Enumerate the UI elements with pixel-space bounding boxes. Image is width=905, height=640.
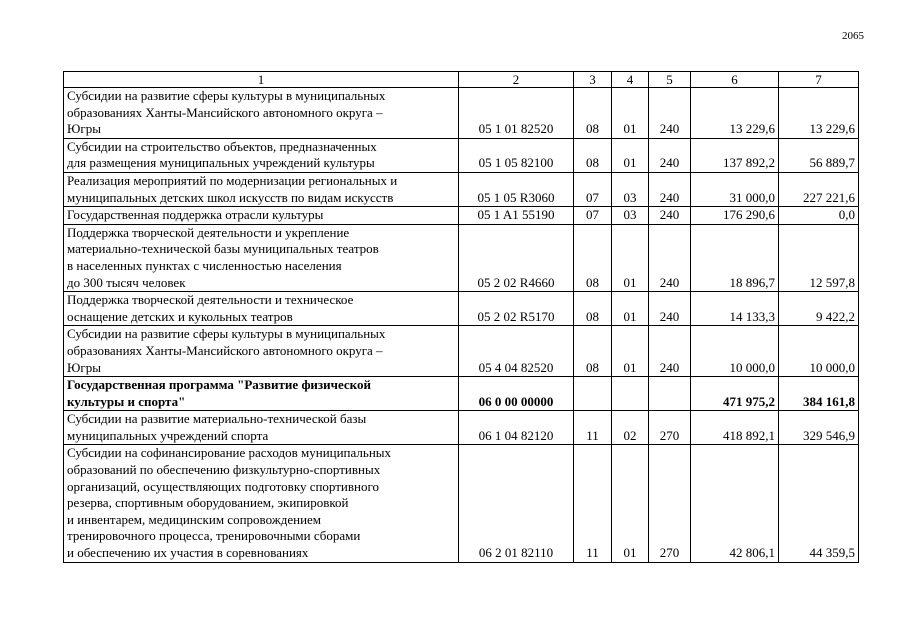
header-cell: 2 — [459, 72, 574, 88]
table-row — [64, 172, 859, 206]
row-sum-2-cell: 44 359,5 — [779, 445, 859, 562]
header-cell: 1 — [64, 72, 459, 88]
row-code-cell: 06 1 04 82120 — [459, 411, 574, 445]
table-row — [64, 377, 859, 411]
row-sum-2-cell: 227 221,6 — [779, 172, 859, 206]
row-name-cell: Государственная поддержка отрасли культуры — [64, 207, 459, 225]
row-expense-type-cell: 240 — [649, 172, 691, 206]
row-subsection-cell: 01 — [612, 326, 649, 377]
row-name-cell: Поддержка творческой деятельности и укрепление материально-технической базы муниципальных театров в населенных пунктах с численностью населения до 300 тысяч человек — [64, 224, 459, 291]
row-sum-2-cell: 10 000,0 — [779, 326, 859, 377]
row-name-cell: Поддержка творческой деятельности и техническое оснащение детских и кукольных театров — [64, 292, 459, 326]
header-cell: 6 — [691, 72, 779, 88]
row-sum-2-cell: 329 546,9 — [779, 411, 859, 445]
header-cell: 3 — [574, 72, 612, 88]
table-row — [64, 445, 859, 562]
row-code-cell: 06 0 00 00000 — [459, 377, 574, 411]
row-subsection-cell: 01 — [612, 224, 649, 291]
table-row — [64, 88, 859, 139]
row-section-cell: 11 — [574, 411, 612, 445]
page-number: 2065 — [842, 30, 864, 42]
row-code-cell: 05 2 02 R5170 — [459, 292, 574, 326]
row-expense-type-cell: 240 — [649, 224, 691, 291]
row-sum-1-cell: 13 229,6 — [691, 88, 779, 139]
row-expense-type-cell: 270 — [649, 411, 691, 445]
row-name-cell: Субсидии на развитие сферы культуры в муниципальных образованиях Ханты-Мансийского автономного округа – Югры — [64, 326, 459, 377]
row-section-cell: 08 — [574, 224, 612, 291]
row-subsection-cell: 01 — [612, 445, 649, 562]
row-sum-1-cell: 18 896,7 — [691, 224, 779, 291]
row-name-cell: Субсидии на софинансирование расходов муниципальных образований по обеспечению физкультурно-спортивных организаций, осуществляющих подготовку спортивного резерва, спортивным оборудованием, экипировкой и инвентарем, медицинским сопровождением тренировочного процесса, тренировочными сборами и обеспечению их участия в соревнованиях — [64, 445, 459, 562]
row-sum-2-cell: 384 161,8 — [779, 377, 859, 411]
row-sum-1-cell: 471 975,2 — [691, 377, 779, 411]
budget-table — [63, 71, 859, 563]
row-code-cell: 05 4 04 82520 — [459, 326, 574, 377]
row-sum-1-cell: 137 892,2 — [691, 138, 779, 172]
row-section-cell: 11 — [574, 445, 612, 562]
row-section-cell: 08 — [574, 88, 612, 139]
row-subsection-cell: 03 — [612, 207, 649, 225]
row-sum-2-cell: 9 422,2 — [779, 292, 859, 326]
row-code-cell: 05 1 05 R3060 — [459, 172, 574, 206]
row-code-cell: 05 2 02 R4660 — [459, 224, 574, 291]
row-subsection-cell — [612, 377, 649, 411]
table-row — [64, 411, 859, 445]
row-expense-type-cell: 240 — [649, 207, 691, 225]
row-section-cell: 08 — [574, 292, 612, 326]
row-code-cell: 05 1 05 82100 — [459, 138, 574, 172]
row-sum-1-cell: 10 000,0 — [691, 326, 779, 377]
row-sum-2-cell: 13 229,6 — [779, 88, 859, 139]
row-subsection-cell: 02 — [612, 411, 649, 445]
row-subsection-cell: 01 — [612, 88, 649, 139]
row-sum-1-cell: 14 133,3 — [691, 292, 779, 326]
row-section-cell: 07 — [574, 172, 612, 206]
row-name-cell: Субсидии на строительство объектов, предназначенных для размещения муниципальных учреждений культуры — [64, 138, 459, 172]
table-row — [64, 138, 859, 172]
table-row — [64, 207, 859, 225]
row-expense-type-cell: 240 — [649, 138, 691, 172]
row-section-cell: 08 — [574, 138, 612, 172]
row-name-cell: Субсидии на развитие сферы культуры в муниципальных образованиях Ханты-Мансийского автономного округа – Югры — [64, 88, 459, 139]
header-cell: 7 — [779, 72, 859, 88]
row-sum-2-cell: 0,0 — [779, 207, 859, 225]
row-section-cell: 08 — [574, 326, 612, 377]
header-cell: 4 — [612, 72, 649, 88]
row-expense-type-cell — [649, 377, 691, 411]
row-expense-type-cell: 240 — [649, 292, 691, 326]
table-row — [64, 326, 859, 377]
row-subsection-cell: 01 — [612, 292, 649, 326]
header-cell: 5 — [649, 72, 691, 88]
row-sum-2-cell: 56 889,7 — [779, 138, 859, 172]
row-code-cell: 05 1 A1 55190 — [459, 207, 574, 225]
row-name-cell: Субсидии на развитие материально-технической базы муниципальных учреждений спорта — [64, 411, 459, 445]
row-name-cell: Реализация мероприятий по модернизации региональных и муниципальных детских школ искусств по видам искусств — [64, 172, 459, 206]
row-section-cell: 07 — [574, 207, 612, 225]
row-name-cell: Государственная программа "Развитие физической культуры и спорта" — [64, 377, 459, 411]
table-row — [64, 292, 859, 326]
table-header-row — [64, 72, 859, 88]
row-sum-1-cell: 42 806,1 — [691, 445, 779, 562]
row-sum-2-cell: 12 597,8 — [779, 224, 859, 291]
row-subsection-cell: 01 — [612, 138, 649, 172]
row-sum-1-cell: 418 892,1 — [691, 411, 779, 445]
row-expense-type-cell: 270 — [649, 445, 691, 562]
row-sum-1-cell: 31 000,0 — [691, 172, 779, 206]
row-expense-type-cell: 240 — [649, 326, 691, 377]
table-row — [64, 224, 859, 291]
row-section-cell — [574, 377, 612, 411]
row-code-cell: 05 1 01 82520 — [459, 88, 574, 139]
row-subsection-cell: 03 — [612, 172, 649, 206]
row-code-cell: 06 2 01 82110 — [459, 445, 574, 562]
row-sum-1-cell: 176 290,6 — [691, 207, 779, 225]
row-expense-type-cell: 240 — [649, 88, 691, 139]
